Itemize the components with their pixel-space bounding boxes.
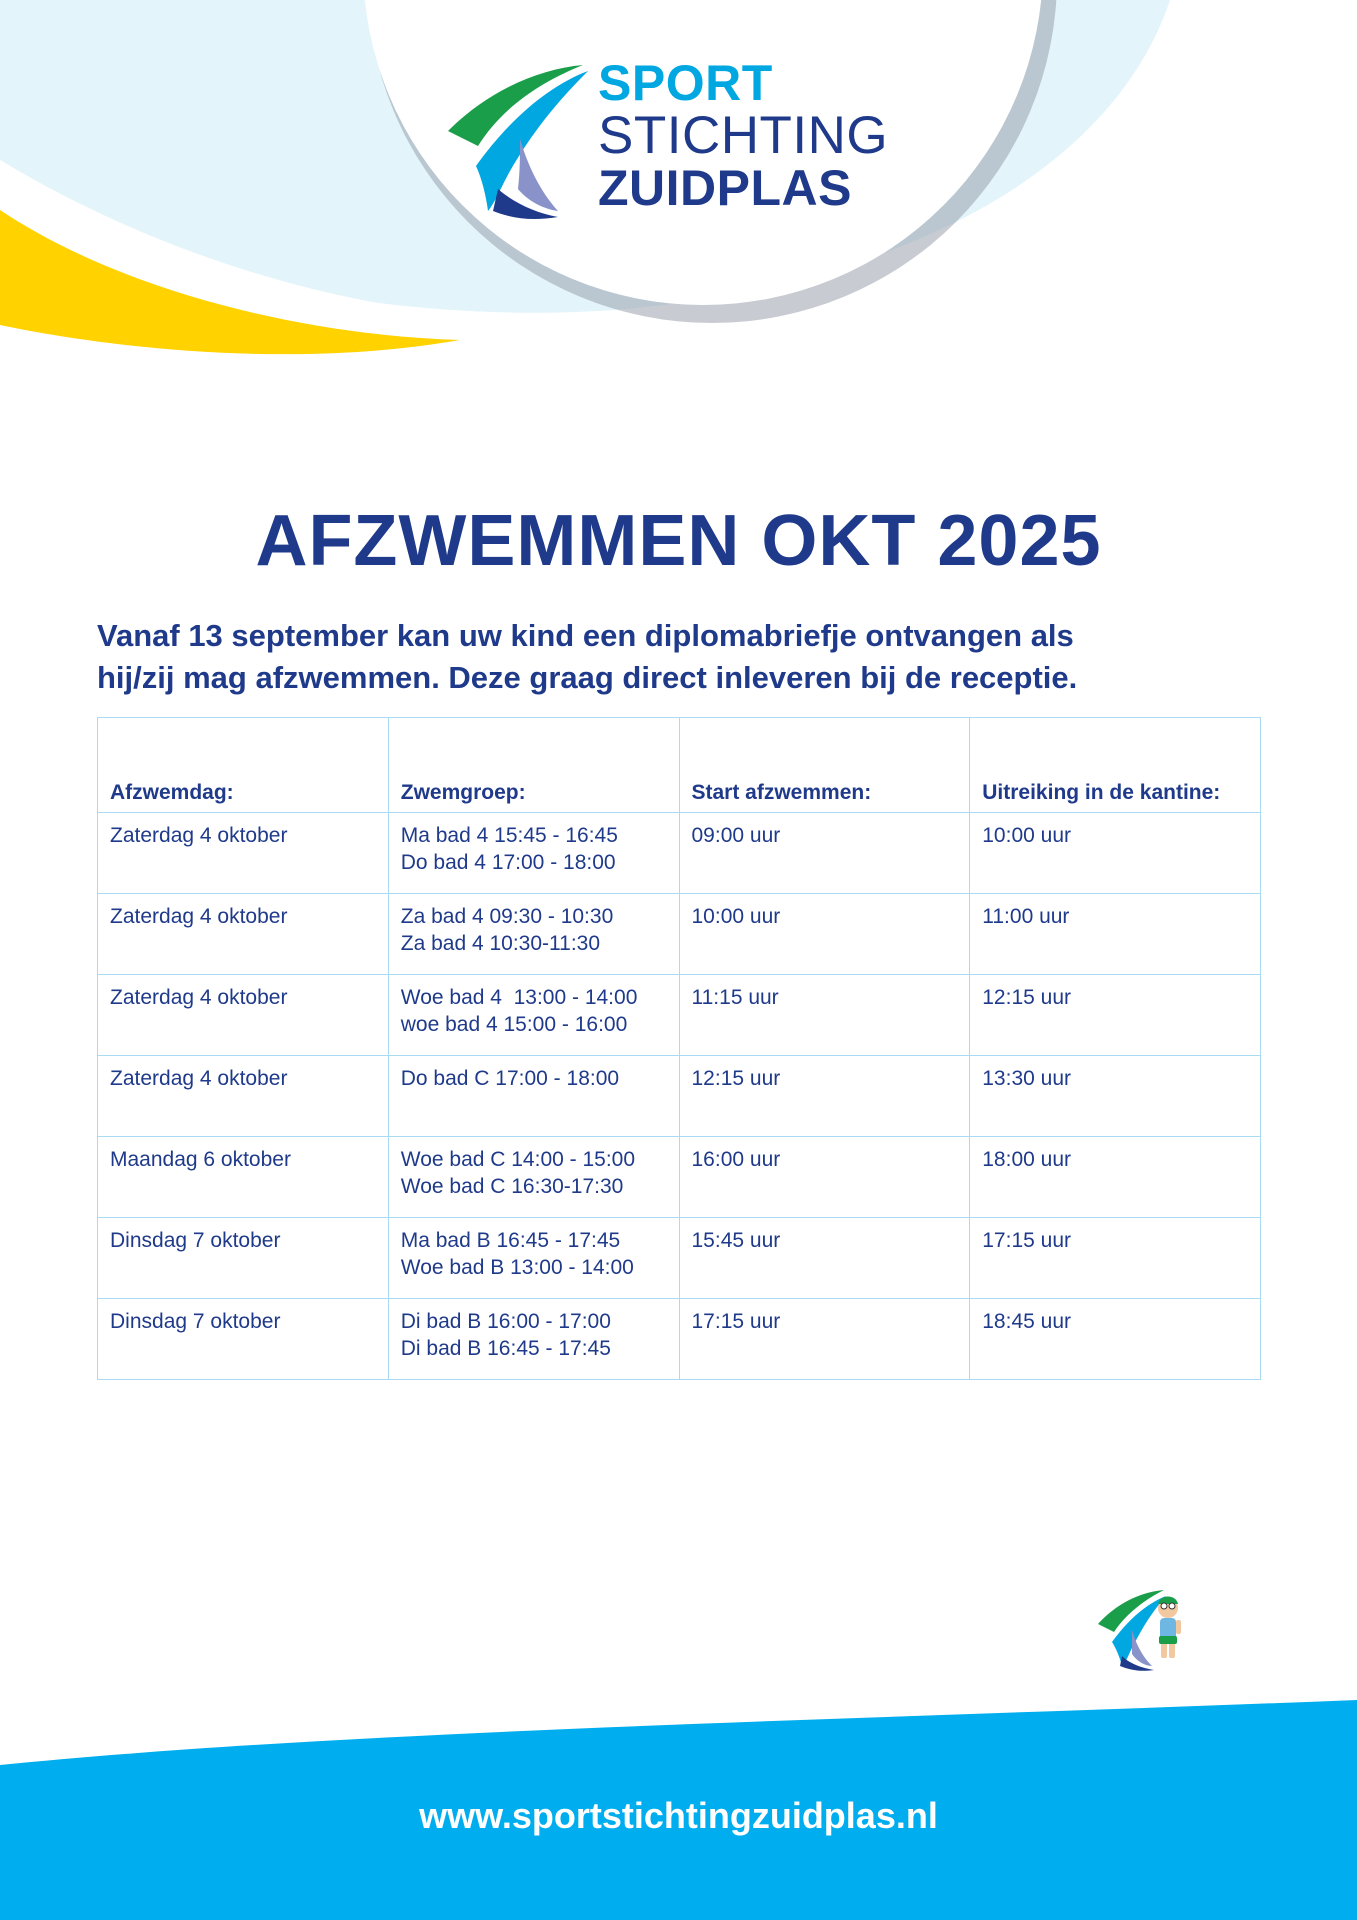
group-line-1: Ma bad 4 15:45 - 16:45	[400, 824, 618, 847]
cell-group	[388, 894, 679, 975]
cell-start: 16:00 uur	[679, 1137, 970, 1218]
group-line-1: Do bad C 17:00 - 18:00	[400, 1067, 620, 1090]
header-uitreiking: Uitreiking in de kantine:	[970, 718, 1261, 813]
cell-day: Zaterdag 4 oktober	[98, 813, 389, 894]
cell-start: 12:15 uur	[679, 1056, 970, 1137]
header-afzwemdag: Afzwemdag:	[98, 718, 389, 813]
intro-text	[97, 615, 1277, 699]
page-title: AFZWEMMEN OKT 2025	[255, 501, 1102, 581]
swimmer-mascot-icon	[1098, 1586, 1196, 1672]
group-line-2: Za bad 4 10:30-11:30	[400, 932, 601, 955]
logo-word-zuidplas: ZUIDPLAS	[598, 160, 852, 216]
cell-award: 13:30 uur	[970, 1056, 1261, 1137]
header-zwemgroep: Zwemgroep:	[388, 718, 679, 813]
cell-start: 17:15 uur	[679, 1299, 970, 1380]
cell-award: 12:15 uur	[970, 975, 1261, 1056]
logo-wordmark	[598, 55, 888, 215]
table-row	[98, 975, 1261, 1056]
footer-website-link[interactable]: www.sportstichtingzuidplas.nl	[419, 1795, 938, 1836]
cell-award: 11:00 uur	[970, 894, 1261, 975]
intro-line-1: Vanaf 13 september kan uw kind een diplomabriefje ontvangen als	[97, 618, 1074, 653]
group-line-1: Za bad 4 09:30 - 10:30	[400, 905, 614, 928]
group-line-1: Woe bad 4 13:00 - 14:00	[400, 986, 638, 1009]
group-line-2: Do bad 4 17:00 - 18:00	[400, 851, 616, 874]
group-line-2: Woe bad B 13:00 - 14:00	[400, 1256, 634, 1279]
cell-day: Zaterdag 4 oktober	[98, 894, 389, 975]
cell-day: Maandag 6 oktober	[98, 1137, 389, 1218]
group-line-1: Ma bad B 16:45 - 17:45	[400, 1229, 621, 1252]
group-line-2: Di bad B 16:45 - 17:45	[400, 1337, 611, 1360]
table-row	[98, 1056, 1261, 1137]
cell-day: Dinsdag 7 oktober	[98, 1218, 389, 1299]
logo-swoosh-icon	[448, 61, 598, 221]
cell-award: 17:15 uur	[970, 1218, 1261, 1299]
sport-stichting-logo	[448, 55, 918, 225]
logo-word-stichting: STICHTING	[598, 106, 889, 165]
cell-award: 10:00 uur	[970, 813, 1261, 894]
header-start: Start afzwemmen:	[679, 718, 970, 813]
cell-group	[388, 813, 679, 894]
table-row	[98, 894, 1261, 975]
group-line-1: Di bad B 16:00 - 17:00	[400, 1310, 611, 1333]
cell-group	[388, 1218, 679, 1299]
table-row	[98, 1218, 1261, 1299]
cell-day: Dinsdag 7 oktober	[98, 1299, 389, 1380]
cell-day: Zaterdag 4 oktober	[98, 1056, 389, 1137]
cell-group	[388, 1299, 679, 1380]
cell-award: 18:45 uur	[970, 1299, 1261, 1380]
logo-word-sport: SPORT	[598, 55, 773, 111]
cell-group	[388, 1137, 679, 1218]
cell-start: 10:00 uur	[679, 894, 970, 975]
table-header-row	[98, 718, 1261, 813]
group-line-2: woe bad 4 15:00 - 16:00	[400, 1013, 628, 1036]
table-row	[98, 813, 1261, 894]
cell-group	[388, 1056, 679, 1137]
cell-start: 11:15 uur	[679, 975, 970, 1056]
group-line-2: Woe bad C 16:30-17:30	[400, 1175, 624, 1198]
intro-line-2: hij/zij mag afzwemmen. Deze graag direct inleveren bij de receptie.	[97, 660, 1078, 695]
cell-day: Zaterdag 4 oktober	[98, 975, 389, 1056]
table-row	[98, 1137, 1261, 1218]
table-row	[98, 1299, 1261, 1380]
group-line-1: Woe bad C 14:00 - 15:00	[400, 1148, 636, 1171]
cell-award: 18:00 uur	[970, 1137, 1261, 1218]
schedule-table	[97, 717, 1261, 1380]
cell-start: 15:45 uur	[679, 1218, 970, 1299]
cell-group	[388, 975, 679, 1056]
cell-start: 09:00 uur	[679, 813, 970, 894]
